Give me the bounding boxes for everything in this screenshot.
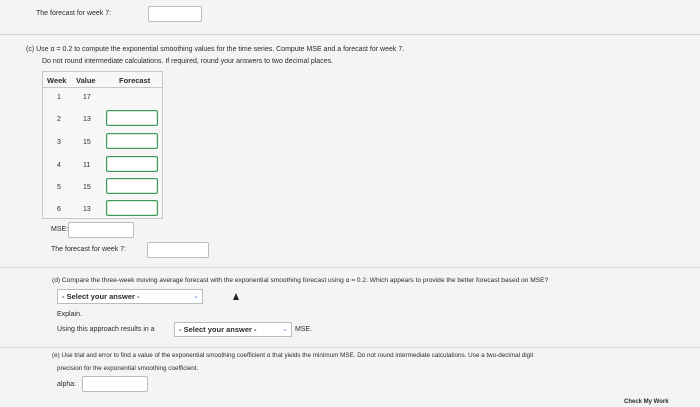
- table-row-value: 15: [83, 184, 91, 191]
- divider: [0, 347, 700, 348]
- week-value-forecast-table: [42, 71, 163, 219]
- table-row-week: 3: [57, 139, 61, 146]
- week7-forecast-input[interactable]: [148, 6, 202, 22]
- table-row-week: 5: [57, 184, 61, 191]
- chevron-down-icon: ⌄: [193, 293, 199, 300]
- mouse-cursor-icon: [233, 293, 239, 300]
- forecast-input-week-2[interactable]: [106, 110, 158, 126]
- alpha-input[interactable]: [82, 376, 148, 392]
- table-row-week: 4: [57, 162, 61, 169]
- mse-label: MSE:: [51, 226, 69, 233]
- mse-size-select[interactable]: [174, 322, 292, 337]
- approach-text: Using this approach results in a: [57, 326, 155, 333]
- part-d-question: (d) Compare the three-week moving average forecast with the exponential smoothing forecast using α = 0.2. Which appears to provide the better forecast based on MSE?: [52, 277, 549, 284]
- divider: [0, 267, 700, 268]
- forecast-input-week-3[interactable]: [106, 133, 158, 149]
- better-forecast-select[interactable]: [57, 289, 203, 304]
- chevron-down-icon: ⌄: [282, 326, 288, 333]
- forecast-input-week-4[interactable]: [106, 156, 158, 172]
- week-header: Week: [47, 76, 67, 85]
- alpha-label: alpha:: [57, 381, 77, 388]
- value-header: Value: [76, 76, 96, 85]
- better-forecast-select-value: - Select your answer -: [62, 292, 140, 301]
- table-row-value: 13: [83, 206, 91, 213]
- mse-size-select-value: - Select your answer -: [179, 325, 257, 334]
- forecast-header: Forecast: [119, 76, 151, 85]
- approach-suffix: MSE.: [295, 326, 313, 333]
- table-row-week: 6: [57, 206, 61, 213]
- mse-input[interactable]: [68, 222, 134, 238]
- divider: [0, 34, 700, 35]
- part-c-rounding-note: Do not round intermediate calculations. If required, round your answers to two decimal places.: [42, 58, 334, 65]
- part-c-instructions: (c) Use α = 0.2 to compute the exponential smoothing values for the time series. Compute MSE and a forecast for week 7.: [26, 46, 405, 53]
- part-e-precision-note: precision for the exponential smoothing coefficient.: [57, 365, 199, 372]
- table-header: [43, 72, 162, 88]
- table-row-week: 1: [57, 94, 61, 101]
- forecast-input-week-5[interactable]: [106, 178, 158, 194]
- check-my-work-button[interactable]: Check My Work: [624, 399, 669, 405]
- explain-label: Explain.: [57, 311, 82, 318]
- part-c-week7-forecast-label: The forecast for week 7:: [51, 246, 127, 253]
- table-row-week: 2: [57, 116, 61, 123]
- table-row-value: 11: [83, 162, 91, 169]
- table-row-value: 15: [83, 139, 91, 146]
- part-e-instructions: (e) Use trial and error to find a value of the exponential smoothing coefficient α that yields the minimum MSE. Do not round intermediate calculations. Use a two-decimal digit: [52, 352, 534, 359]
- week7-forecast-label: The forecast for week 7:: [36, 10, 112, 17]
- table-row-value: 13: [83, 116, 91, 123]
- forecast-input-week-6[interactable]: [106, 200, 158, 216]
- table-row-value: 17: [83, 94, 91, 101]
- part-c-week7-forecast-input[interactable]: [147, 242, 209, 258]
